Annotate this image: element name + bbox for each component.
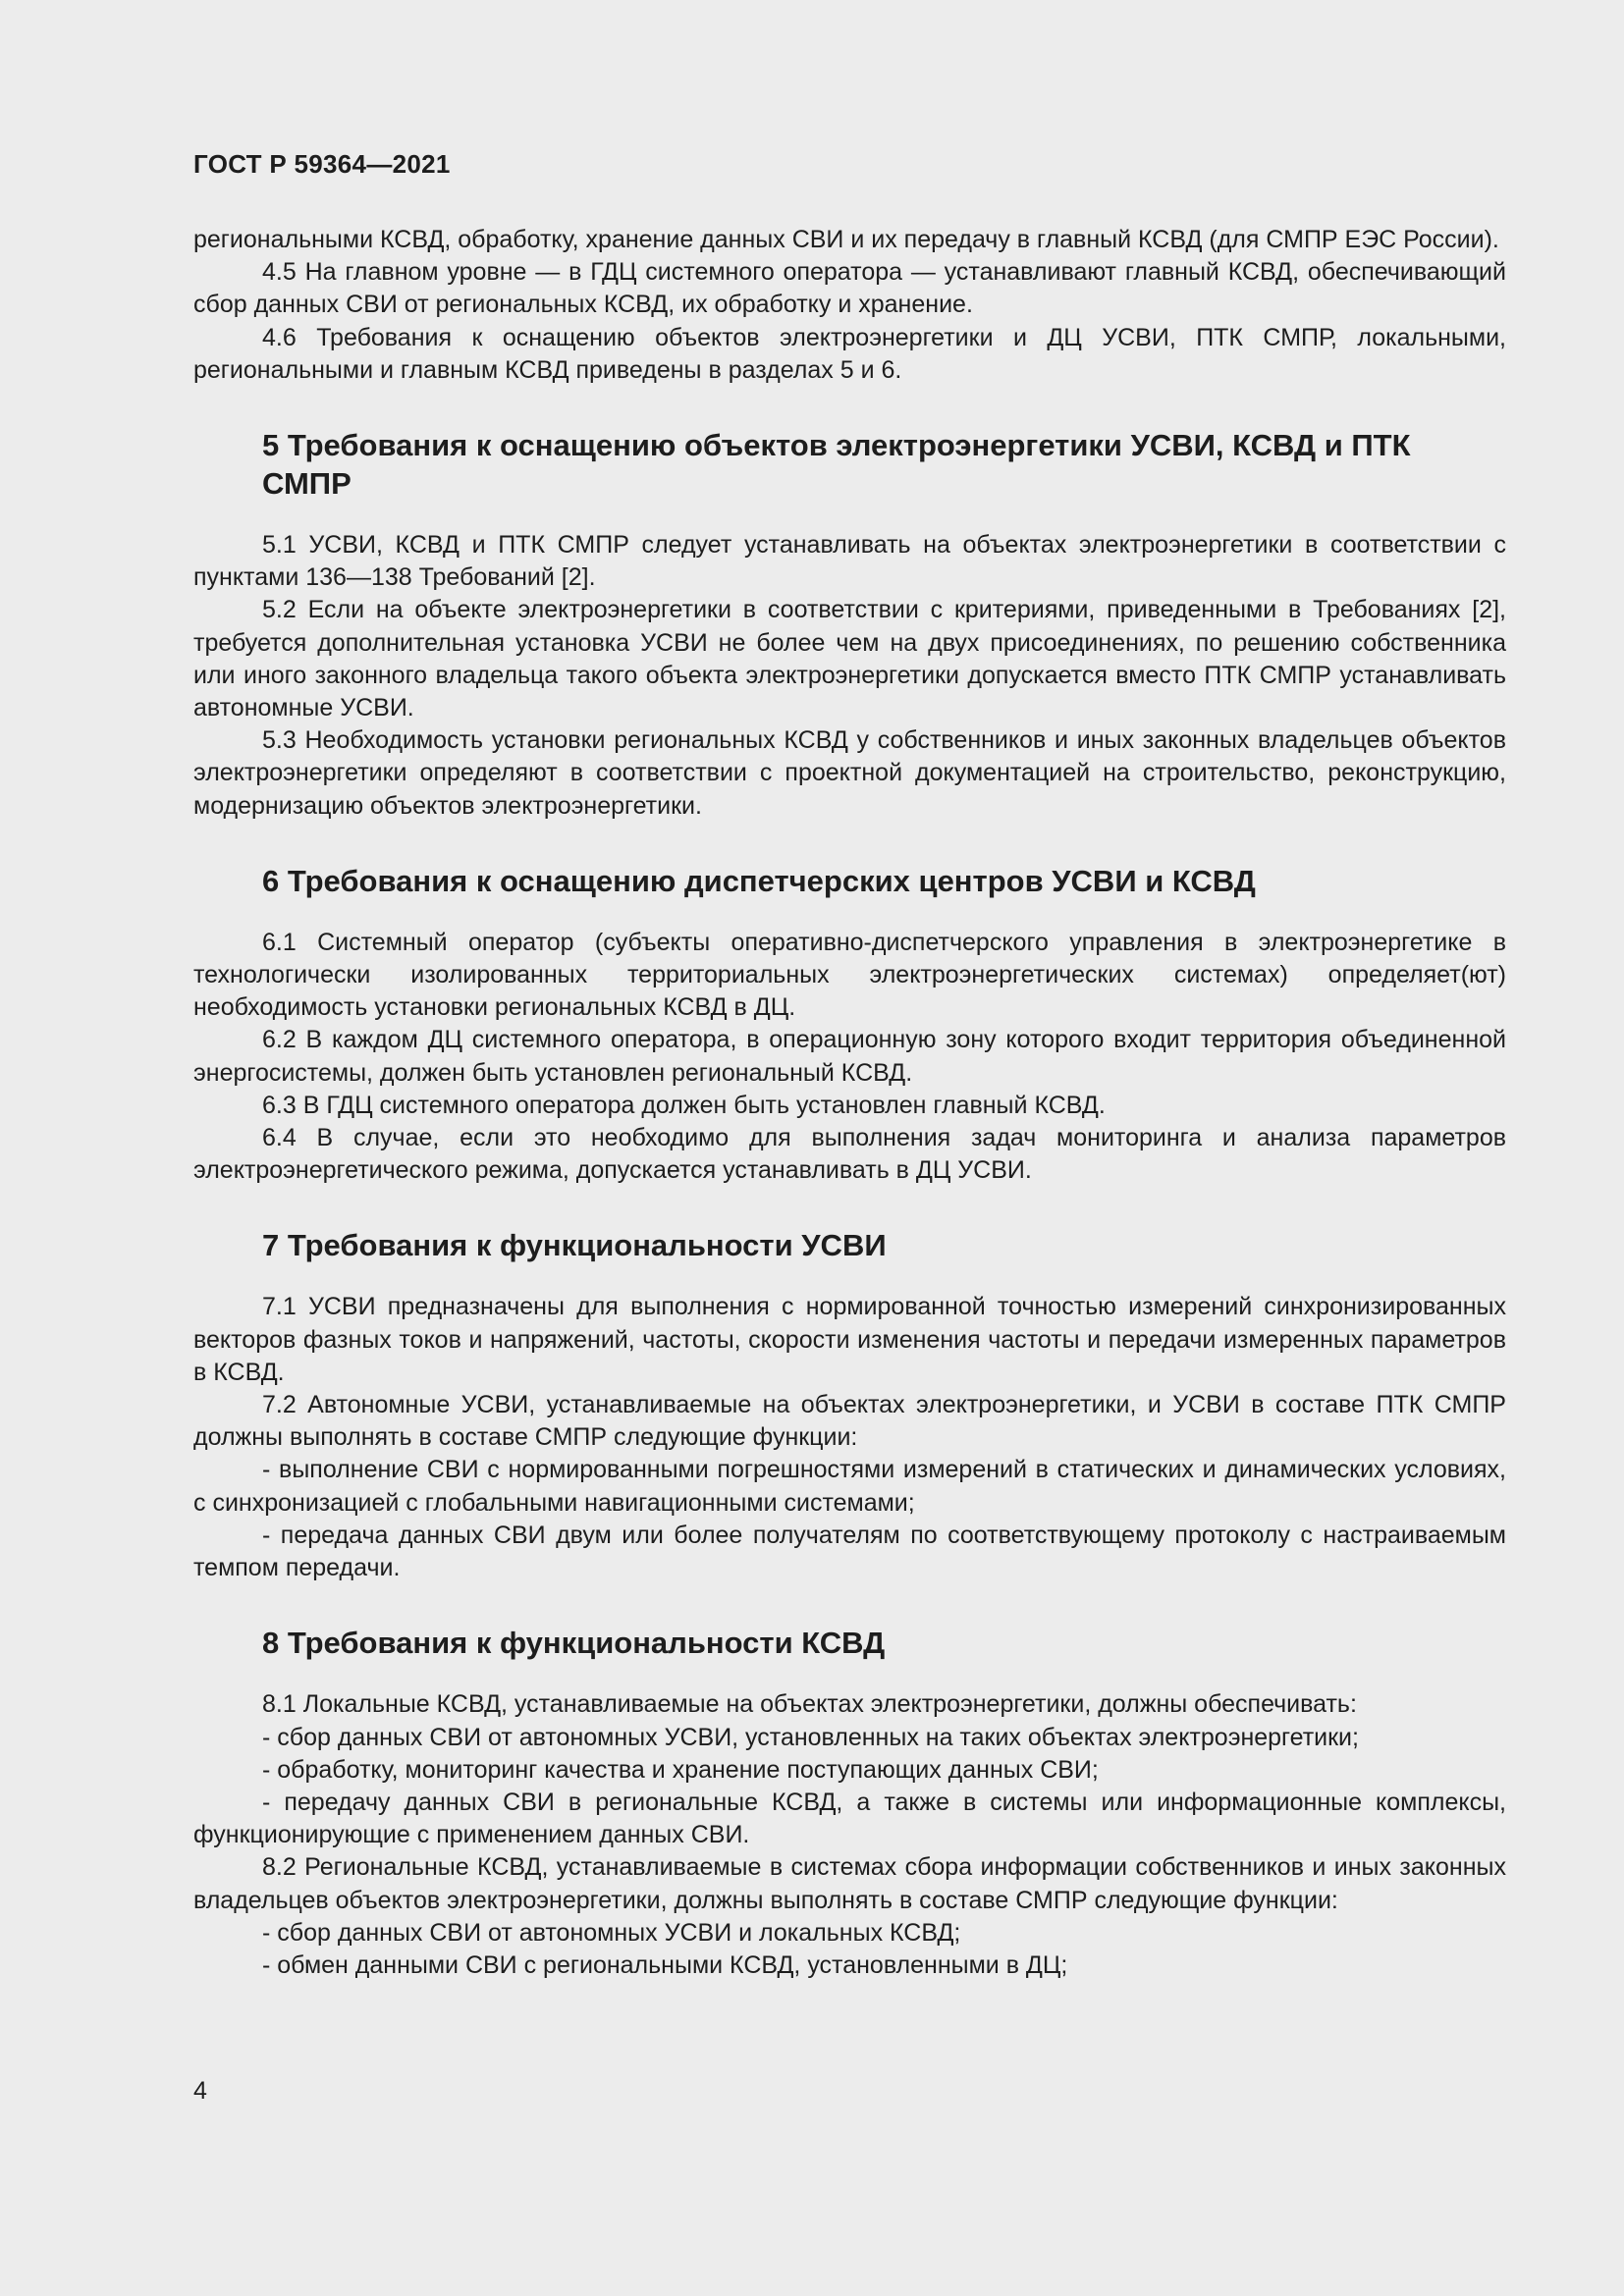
paragraph-6-1: 6.1 Системный оператор (субъекты оперативно-диспетчерского управления в электроэнергетике в технологически изолированных территориальных электроэнергетических системах) определяет(ют) необходимость установки региональных КСВД в ДЦ. <box>193 928 1506 1022</box>
paragraph-4-6: 4.6 Требования к оснащению объектов электроэнергетики и ДЦ УСВИ, ПТК СМПР, локальными, региональными и главным КСВД приведены в разделах 5 и 6. <box>193 323 1506 384</box>
list-item-8-1-c: - передачу данных СВИ в региональные КСВД, а также в системы или информационные комплексы, функционирующие с применением данных СВИ. <box>193 1788 1506 1849</box>
page-number: 4 <box>193 2077 207 2105</box>
paragraph-8-2: 8.2 Региональные КСВД, устанавливаемые в системах сбора информации собственников и иных законных владельцев объектов электроэнергетики, должны выполнять в составе СМПР следующие функции: <box>193 1853 1506 1914</box>
paragraph-6-2: 6.2 В каждом ДЦ системного оператора, в операционную зону которого входит территория объединенной энергосистемы, должен быть установлен региональный КСВД. <box>193 1026 1506 1087</box>
paragraph-8-1: 8.1 Локальные КСВД, устанавливаемые на объектах электроэнергетики, должны обеспечивать: <box>262 1690 1357 1719</box>
section-heading-8: 8 Требования к функциональности КСВД <box>262 1626 886 1661</box>
section-heading-6: 6 Требования к оснащению диспетчерских центров УСВИ и КСВД <box>262 863 1256 898</box>
section-heading-7: 7 Требования к функциональности УСВИ <box>262 1228 887 1263</box>
list-item-8-2-a: - сбор данных СВИ от автономных УСВИ и локальных КСВД; <box>262 1918 961 1947</box>
list-item-8-1-a: - сбор данных СВИ от автономных УСВИ, установленных на таких объектах электроэнергетики; <box>262 1723 1359 1751</box>
list-item-8-2-b: - обмен данными СВИ с региональными КСВД, установленными в ДЦ; <box>262 1950 1068 1979</box>
paragraph-5-2: 5.2 Если на объекте электроэнергетики в соответствии с критериями, приведенными в Требованиях [2], требуется дополнительная установка УСВИ не более чем на двух присоединениях, по решению собственника или иного законного владельца такого объекта электроэнергетики допускается вместо ПТК СМПР устанавливать автономные УСВИ. <box>193 596 1506 722</box>
paragraph-6-4: 6.4 В случае, если это необходимо для выполнения задач мониторинга и анализа параметров электроэнергетического режима, допускается устанавливать в ДЦ УСВИ. <box>193 1124 1506 1185</box>
paragraph-5-3: 5.3 Необходимость установки региональных КСВД у собственников и иных законных владельцев объектов электроэнергетики определяют в соответствии с проектной документацией на строительство, реконструкцию, модернизацию объектов электроэнергетики. <box>193 726 1506 820</box>
section-heading-5: 5 Требования к оснащению объектов электроэнергетики УСВИ, КСВД и ПТК СМПР <box>262 428 1411 502</box>
paragraph-continuation: региональными КСВД, обработку, хранение данных СВИ и их передачу в главный КСВД (для СМПР ЕЭС России). <box>193 226 1499 253</box>
paragraph-7-1: 7.1 УСВИ предназначены для выполнения с нормированной точностью измерений синхронизированных векторов фазных токов и напряжений, частоты, скорости изменения частоты и передачи измеренных параметров в КСВД. <box>193 1293 1506 1386</box>
paragraph-6-3: 6.3 В ГДЦ системного оператора должен быть установлен главный КСВД. <box>262 1091 1106 1119</box>
list-item-8-1-b: - обработку, мониторинг качества и хранение поступающих данных СВИ; <box>262 1755 1099 1784</box>
list-item-7-2-b: - передача данных СВИ двум или более получателям по соответствующему протоколу с настраиваемым темпом передачи. <box>193 1521 1506 1582</box>
list-item-7-2-a: - выполнение СВИ с нормированными погрешностями измерений в статических и динамических условиях, с синхронизацией с глобальными навигационными системами; <box>193 1456 1506 1517</box>
paragraph-5-1: 5.1 УСВИ, КСВД и ПТК СМПР следует устанавливать на объектах электроэнергетики в соответствии с пунктами 136—138 Требований [2]. <box>193 531 1506 592</box>
paragraph-7-2: 7.2 Автономные УСВИ, устанавливаемые на объектах электроэнергетики, и УСВИ в составе ПТК СМПР должны выполнять в составе СМПР следующие функции: <box>193 1391 1506 1452</box>
running-header: ГОСТ Р 59364—2021 <box>193 149 451 179</box>
paragraph-4-5: 4.5 На главном уровне — в ГДЦ системного оператора — устанавливают главный КСВД, обеспечивающий сбор данных СВИ от региональных КСВД, их обработку и хранение. <box>193 258 1506 319</box>
document-body <box>193 224 1506 1982</box>
